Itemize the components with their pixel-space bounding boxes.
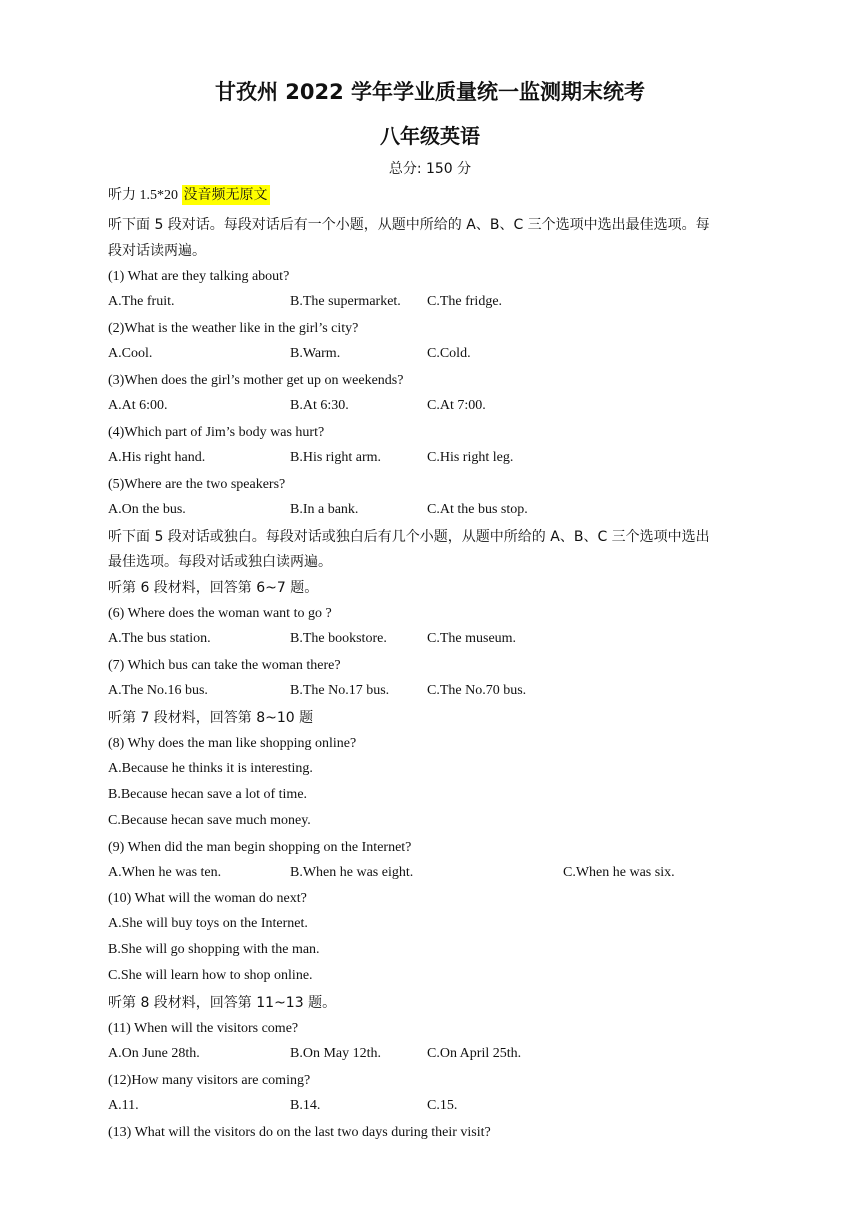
exam-subtitle: 八年级英语	[380, 124, 480, 148]
question-stem: (8) Why does the man like shopping online?	[108, 736, 357, 751]
section-label: 听力 1.5*20	[108, 188, 178, 203]
option-b: B.On May 12th.	[290, 1046, 381, 1061]
question-stem: (9) When did the man begin shopping on the Internet?	[108, 840, 412, 855]
material-7-heading: 听第 7 段材料，回答第 8~10 题	[108, 710, 314, 726]
highlight-note: 没音频无原文	[183, 187, 268, 203]
option-b: B.The bookstore.	[290, 631, 387, 646]
option-c: C.She will learn how to shop online.	[108, 968, 313, 983]
option-a: A.The No.16 bus.	[108, 683, 208, 698]
option-b: B.Warm.	[290, 346, 341, 361]
option-c: C.Because hecan save much money.	[108, 813, 311, 828]
instruction-2-line-1: 听下面 5 段对话或独白。每段对话或独白后有几个小题，从题中所给的 A、B、C 三个选项中选出	[108, 529, 710, 545]
option-a: A.The bus station.	[108, 631, 211, 646]
instruction-1-line-2: 段对话读两遍。	[108, 243, 206, 259]
option-c: C.The No.70 bus.	[427, 683, 527, 698]
option-a: A.The fruit.	[108, 294, 175, 309]
option-a: A.On June 28th.	[108, 1046, 200, 1061]
option-c: C.When he was six.	[563, 865, 675, 880]
option-c: C.At 7:00.	[427, 398, 486, 413]
question-stem: (7) Which bus can take the woman there?	[108, 658, 341, 673]
option-b: B.In a bank.	[290, 502, 359, 517]
option-b: B.His right arm.	[290, 450, 381, 465]
option-b: B.The supermarket.	[290, 294, 401, 309]
option-c: C.15.	[427, 1098, 458, 1113]
question-stem: (6) Where does the woman want to go ?	[108, 606, 332, 621]
option-a: A.On the bus.	[108, 502, 186, 517]
question-stem: (11) When will the visitors come?	[108, 1021, 299, 1036]
question-stem: (3)When does the girl’s mother get up on weekends?	[108, 373, 404, 388]
question-stem: (4)Which part of Jim’s body was hurt?	[108, 425, 325, 440]
option-b: B.The No.17 bus.	[290, 683, 390, 698]
question-stem: (2)What is the weather like in the girl’s city?	[108, 321, 359, 336]
option-c: C.At the bus stop.	[427, 502, 528, 517]
option-a: A.His right hand.	[108, 450, 206, 465]
option-a: A.At 6:00.	[108, 398, 168, 413]
material-6-heading: 听第 6 段材料，回答第 6~7 题。	[108, 580, 319, 596]
question-stem: (10) What will the woman do next?	[108, 891, 307, 906]
option-c: C.The museum.	[427, 631, 517, 646]
option-a: A.Cool.	[108, 346, 153, 361]
option-a: A.Because he thinks it is interesting.	[108, 761, 313, 776]
instruction-2-line-2: 最佳选项。每段对话或独白读两遍。	[108, 554, 332, 570]
exam-title: 甘孜州 2022 学年学业质量统一监测期末统考	[214, 80, 646, 104]
option-a: A.She will buy toys on the Internet.	[108, 916, 308, 931]
question-stem: (1) What are they talking about?	[108, 269, 290, 284]
option-c: C.Cold.	[427, 346, 471, 361]
question-stem: (5)Where are the two speakers?	[108, 477, 286, 492]
option-b: B.She will go shopping with the man.	[108, 942, 320, 957]
question-stem: (13) What will the visitors do on the last two days during their visit?	[108, 1125, 491, 1140]
option-b: B.Because hecan save a lot of time.	[108, 787, 308, 802]
instruction-1-line-1: 听下面 5 段对话。每段对话后有一个小题，从题中所给的 A、B、C 三个选项中选出最佳选项。每	[108, 217, 710, 233]
total-score: 总分: 150 分	[388, 161, 472, 177]
option-a: A.When he was ten.	[108, 865, 222, 880]
option-a: A.11.	[108, 1098, 139, 1113]
section-heading	[108, 186, 270, 205]
question-stem: (12)How many visitors are coming?	[108, 1073, 311, 1088]
option-b: B.When he was eight.	[290, 865, 414, 880]
option-c: C.The fridge.	[427, 294, 503, 309]
option-b: B.14.	[290, 1098, 321, 1113]
option-c: C.On April 25th.	[427, 1046, 522, 1061]
material-8-heading: 听第 8 段材料，回答第 11~13 题。	[108, 995, 337, 1011]
option-b: B.At 6:30.	[290, 398, 349, 413]
option-c: C.His right leg.	[427, 450, 514, 465]
